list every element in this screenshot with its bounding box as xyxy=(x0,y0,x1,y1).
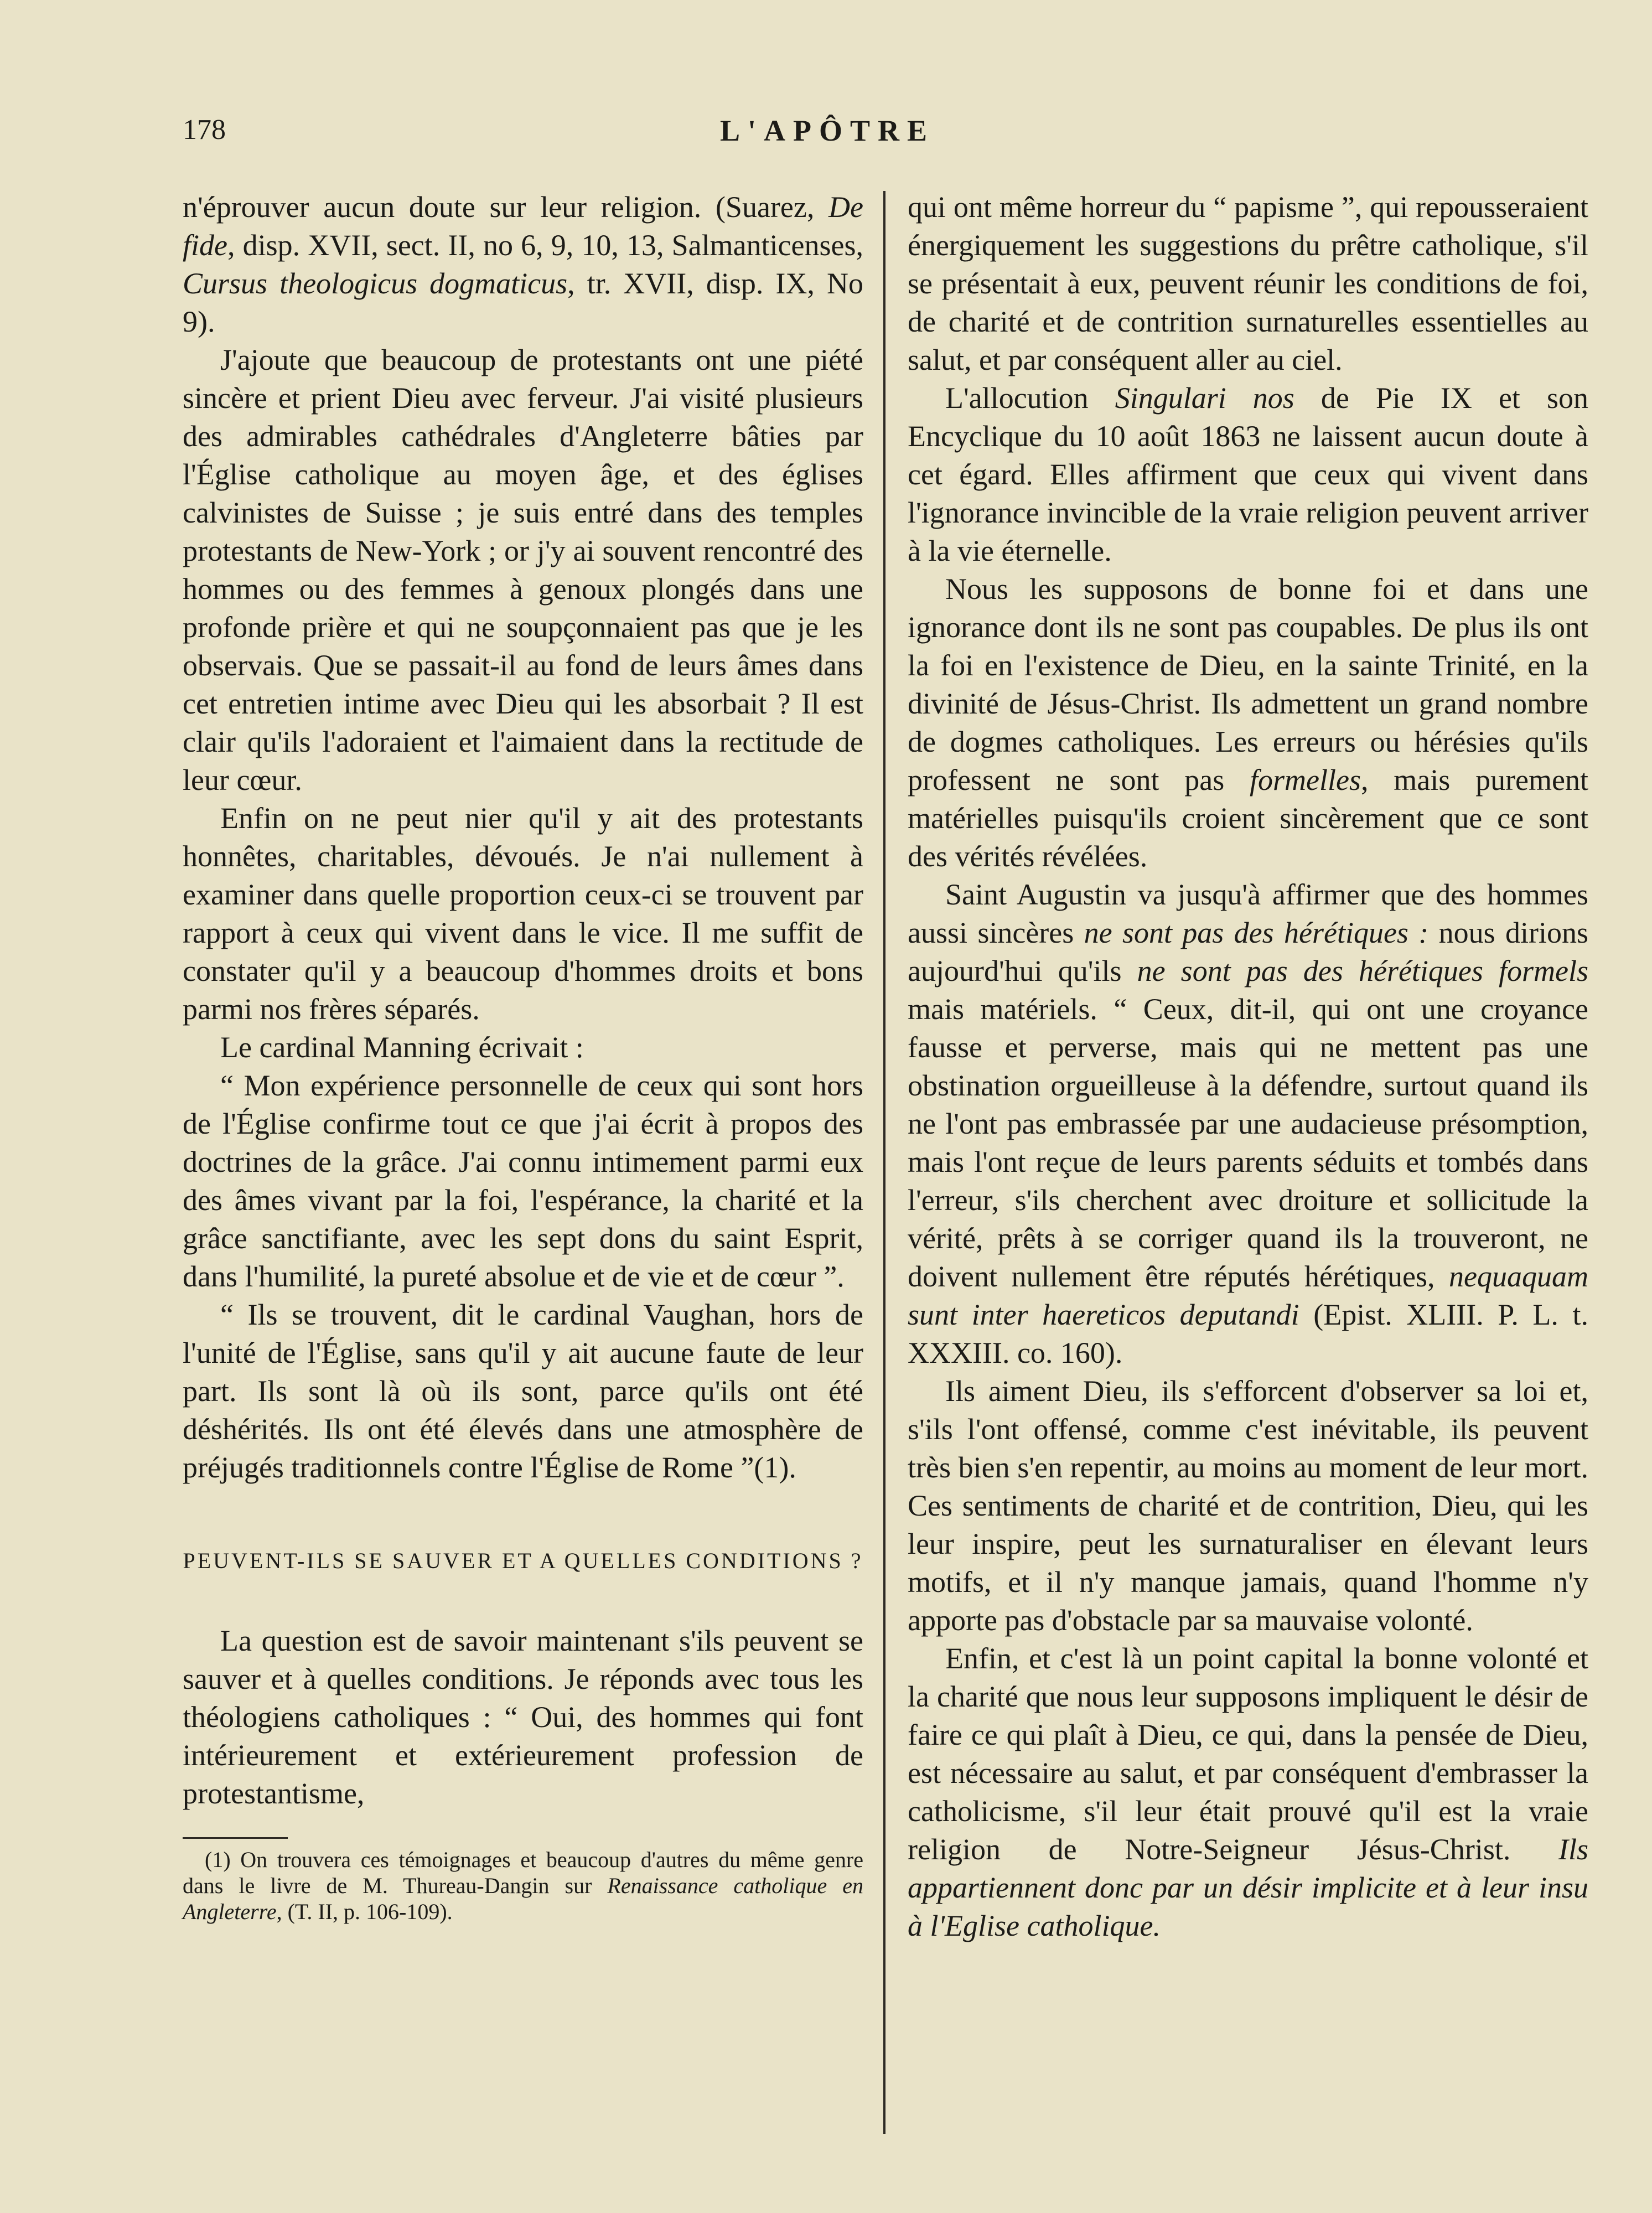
text-run: n'éprouver aucun doute sur leur religion. (Suarez, xyxy=(183,190,829,224)
text-run: Saint Augustin va jusqu'à affirmer que des hommes aussi sincères xyxy=(908,878,1588,949)
left-column-text-after-heading xyxy=(183,1622,863,1813)
paragraph xyxy=(183,1028,863,1067)
text-run: (1) On trouvera ces témoignages et beaucoup d'autres du même genre dans le livre de M. Thureau-Dangin sur xyxy=(183,1847,863,1898)
paragraph xyxy=(183,341,863,799)
left-column xyxy=(183,188,863,1925)
paragraph xyxy=(183,188,863,341)
italic-text: ne sont pas des hérétiques formels xyxy=(1137,954,1589,987)
text-run: nous dirions aujourd'hui qu'ils xyxy=(908,916,1588,987)
italic-text: nequaquam sunt inter haereticos deputandi xyxy=(908,1260,1588,1331)
text-run: qui ont même horreur du “ papisme ”, qui repousseraient énergiquement les suggestions du prêtre catholique, s'il se présentait à eux, peuvent réunir les conditions de foi, de charité et de contrition surnaturelles essentielles au salut, et par conséquent aller au ciel. xyxy=(908,190,1588,376)
section-heading: PEUVENT-ILS SE SAUVER ET A QUELLES CONDITIONS ? xyxy=(183,1548,863,1573)
italic-text: Ils appartiennent donc par un désir implicite et à leur insu à l'Eglise catholique. xyxy=(908,1833,1588,1942)
paragraph xyxy=(908,188,1588,379)
text-run: , tr. XVII, disp. IX, No 9). xyxy=(183,267,863,338)
text-run: Enfin, et c'est là un point capital la bonne volonté et la charité que nous leur supposons impliquent le désir de faire ce qui plaît à Dieu, ce qui, dans la pensée de Dieu, est nécessaire au salut, et par conséquent d'embrasser la catholicisme, s'il leur était prouvé qu'il est la vraie religion de Notre-Seigneur Jésus-Christ. xyxy=(908,1642,1588,1866)
footnote xyxy=(183,1847,863,1925)
italic-text: Singulari nos xyxy=(1115,381,1294,415)
right-column-text xyxy=(908,188,1588,1945)
text-run: , (T. II, p. 106-109). xyxy=(276,1899,453,1924)
right-column xyxy=(908,188,1588,1945)
text-run: J'ajoute que beaucoup de protestants ont une piété sincère et prient Dieu avec ferveur. J'ai visité plusieurs des admirables cathédrales d'Angleterre bâties par l'Église catholique au moyen âge, et des églises calvinistes de Suisse ; je suis entré dans des temples protestants de New-York ; or j'y ai souvent rencontré des hommes ou des femmes à genoux plongés dans une profonde prière et qui ne soupçonnaient pas que je les observais. Que se passait-il au fond de leurs âmes dans cet entretien intime avec Dieu qui les absorbait ? Il est clair qu'ils l'adoraient et l'aimaient dans la rectitude de leur cœur. xyxy=(183,343,863,797)
paragraph xyxy=(183,799,863,1028)
italic-text: Cursus theologicus dogmaticus xyxy=(183,267,568,300)
paragraph xyxy=(183,1622,863,1813)
paragraph xyxy=(183,1296,863,1487)
paragraph xyxy=(908,876,1588,1372)
text-run: , mais purement matérielles puisqu'ils croient sincèrement que ce sont des vérités révélées. xyxy=(908,763,1588,873)
text-run: Nous les supposons de bonne foi et dans une ignorance dont ils ne sont pas coupables. De plus ils ont la foi en l'existence de Dieu, en la sainte Trinité, en la divinité de Jésus-Christ. Ils admettent un grand nombre de dogmes catholiques. Les erreurs ou hérésies qu'ils professent ne sont pas xyxy=(908,572,1588,797)
italic-text: ne sont pas des hérétiques : xyxy=(1084,916,1429,949)
paragraph xyxy=(908,570,1588,876)
text-run: mais matériels. “ Ceux, dit-il, qui ont une croyance fausse et perverse, mais qui ne mettent pas une obstination orgueilleuse à la défendre, surtout quand ils ne l'ont pas embrassée par une audacieuse présomption, mais l'ont reçue de leurs parents séduits et tombés dans l'erreur, s'ils cherchent avec droiture et sollicitude la vérité, prêts à se corriger quand ils la trouveront, ne doivent nullement être réputés hérétiques, xyxy=(908,992,1588,1293)
left-column-text xyxy=(183,188,863,1487)
text-run: Le cardinal Manning écrivait : xyxy=(220,1031,584,1064)
text-run: , disp. XVII, sect. II, no 6, 9, 10, 13, Salmanticenses, xyxy=(227,229,863,262)
paragraph xyxy=(908,379,1588,570)
text-run: de Pie IX et son Encyclique du 10 août 1863 ne laissent aucun doute à cet égard. Elles affirment que ceux qui vivent dans l'ignorance invincible de la vraie religion peuvent arriver à la vie éternelle. xyxy=(908,381,1588,567)
text-run: Ils aiment Dieu, ils s'efforcent d'observer sa loi et, s'ils l'ont offensé, comme c'est inévitable, ils peuvent très bien s'en repentir, au moins au moment de leur mort. Ces sentiments de charité et de contrition, Dieu, qui les leur inspire, peut les surnaturaliser en élevant leurs motifs, et il n'y manque jamais, quand l'homme n'y apporte pas d'obstacle par sa mauvaise volonté. xyxy=(908,1374,1588,1637)
text-run: Enfin on ne peut nier qu'il y ait des protestants honnêtes, charitables, dévoués. Je n'ai nullement à examiner dans quelle proportion ceux-ci se trouvent par rapport à ceux qui vivent dans le vice. Il me suffit de constater qu'il y a beaucoup d'hommes droits et bons parmi nos frères séparés. xyxy=(183,802,863,1026)
running-header xyxy=(183,113,1472,158)
paragraph xyxy=(908,1640,1588,1945)
italic-text: De fide xyxy=(183,190,863,262)
text-run: “ Ils se trouvent, dit le cardinal Vaughan, hors de l'unité de l'Église, sans qu'il y ait aucune faute de leur part. Ils sont là où ils sont, parce qu'ils ont été déshérités. Ils ont été élevés dans une atmosphère de préjugés traditionnels contre l'Église de Rome ”(1). xyxy=(183,1298,863,1484)
italic-text: formelles xyxy=(1250,763,1361,797)
text-run: L'allocution xyxy=(945,381,1115,415)
text-run: “ Mon expérience personnelle de ceux qui sont hors de l'Église confirme tout ce que j'ai écrit à propos des doctrines de la grâce. J'ai connu intimement parmi eux des âmes vivant par la foi, l'espérance, la charité et la grâce sanctifiante, avec les sept dons du saint Esprit, dans l'humilité, la pureté absolue et de vie et de cœur ”. xyxy=(183,1069,863,1293)
text-run: (Epist. XLIII. P. L. t. XXXIII. co. 160). xyxy=(908,1298,1588,1369)
column-divider xyxy=(883,191,885,2134)
page-title: L'APÔTRE xyxy=(719,114,935,147)
paragraph xyxy=(908,1372,1588,1640)
text-run: La question est de savoir maintenant s'ils peuvent se sauver et à quelles conditions. Je réponds avec tous les théologiens catholiques : “ Oui, des hommes qui font intérieurement et extérieurement profession de protestantisme, xyxy=(183,1624,863,1810)
page-number: 178 xyxy=(183,114,226,146)
footnote-rule xyxy=(183,1837,288,1839)
italic-text: Renaissance catholique en Angleterre xyxy=(183,1873,863,1924)
paragraph xyxy=(183,1067,863,1296)
